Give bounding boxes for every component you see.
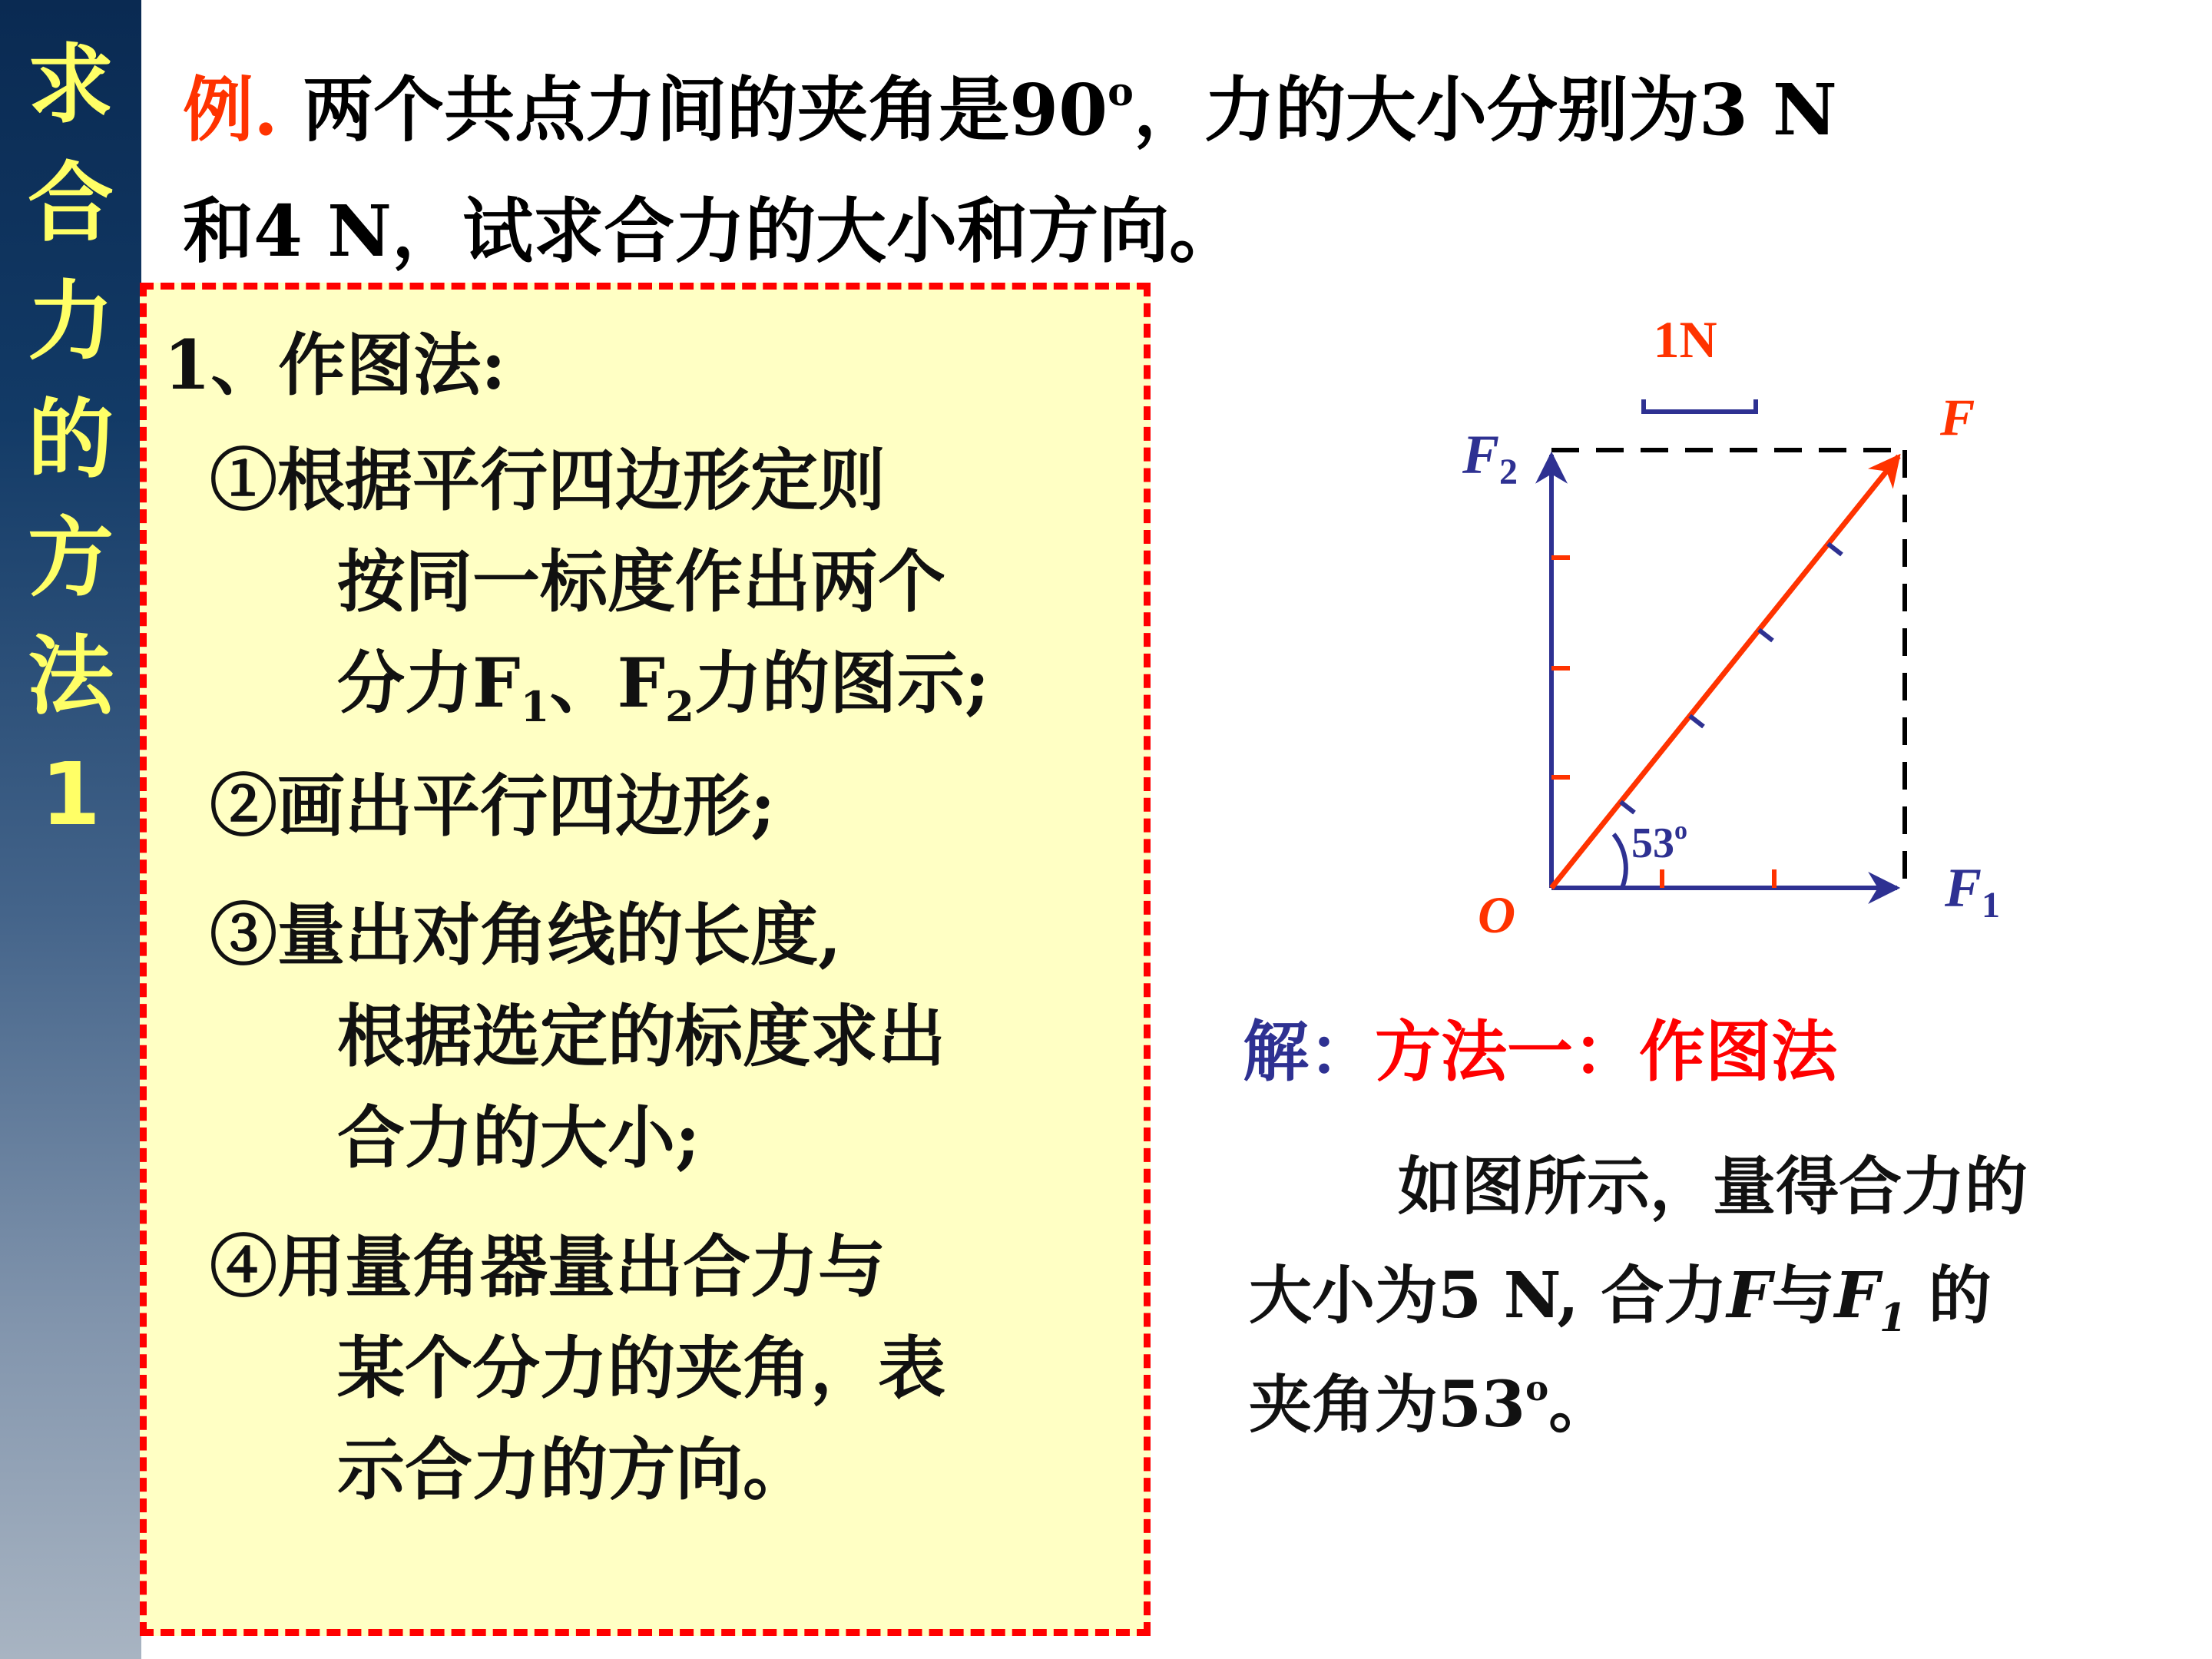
force-diagram [1421, 292, 2005, 968]
method-heading: 1、作图法: [164, 325, 506, 405]
solution-title [1243, 998, 1837, 1094]
step-2: ②画出平行四边形; [210, 766, 776, 846]
solution-line-3b: 。 [1548, 1368, 1612, 1442]
step-1-line-b: 按同一标度作出两个 [337, 541, 946, 621]
method-box [140, 283, 1151, 1636]
f-label: F [1940, 388, 1975, 446]
step-1-sub2: 2 [664, 682, 694, 732]
solution-line-1: 如图所示，量得合力的 [1398, 1150, 2028, 1224]
solution-line-2b: 与 [1771, 1259, 1835, 1333]
solution-F: F [1727, 1259, 1772, 1333]
step-1-sub1: 1 [520, 682, 550, 732]
step-3-line-b: 根据选定的标度求出 [337, 996, 946, 1076]
sidebar-title [0, 26, 141, 854]
step-4-line-a: ④用量角器量出合力与 [210, 1227, 886, 1306]
problem-text-2: ，力的大小分别为3 N [1133, 68, 1837, 151]
sidebar-title-char: 方 [28, 508, 114, 608]
step-3-line-a: ③量出对角线的长度, [210, 895, 842, 975]
solution-line-2c: 的 [1906, 1259, 1992, 1333]
step-1-line-a: ①根据平行四边形定则 [210, 440, 886, 520]
solution-degree-sup: o [1525, 1368, 1549, 1409]
step-1-c3: 力的图示; [694, 643, 990, 723]
f2-label: F2 [1462, 424, 1518, 492]
step-1-line-c [337, 644, 989, 745]
problem-text-1: 两个共点力间的夹角是90 [303, 68, 1108, 151]
sidebar-title-char: 1 [41, 745, 101, 845]
step-1-c2: 、F [549, 643, 665, 723]
resultant-vector [1551, 456, 1899, 888]
example-prefix: 例. [183, 68, 279, 151]
solution-line-2 [1249, 1246, 1992, 1340]
solution-prefix: 解： [1243, 1013, 1375, 1091]
solution-line-2a: 大小为5 N, 合力 [1249, 1259, 1727, 1333]
resultant-tick [1759, 630, 1773, 641]
sidebar-title-char: 的 [28, 390, 114, 490]
solution-line-3a: 夹角为53 [1249, 1368, 1526, 1442]
solution-F1: F [1834, 1259, 1879, 1333]
resultant-tick [1828, 544, 1842, 555]
angle-label: 53$^o$ [1631, 816, 1687, 867]
sidebar-title-char: 力 [28, 272, 114, 372]
sidebar-title-char: 求 [28, 35, 114, 135]
angle-arc [1614, 834, 1626, 888]
solution-method: 方法一：作图法 [1375, 1013, 1837, 1091]
step-1-c1: 分力F [337, 643, 521, 723]
step-3-line-c: 合力的大小; [337, 1098, 700, 1177]
sidebar [0, 0, 141, 1659]
step-4-line-c: 示合力的方向。 [337, 1429, 811, 1509]
resultant-tick [1690, 716, 1704, 727]
origin-label: O [1478, 886, 1516, 944]
problem-statement [183, 31, 2180, 292]
problem-line-1 [183, 31, 2180, 171]
degree-sup: o [1108, 68, 1134, 114]
resultant-tick [1621, 802, 1634, 813]
scale-bracket [1644, 399, 1756, 412]
sidebar-title-char: 法 [28, 627, 114, 727]
f1-label: F1 [1945, 857, 2001, 926]
problem-line-2: 和4 N，试求合力的大小和方向。 [183, 189, 1240, 273]
step-4-line-b: 某个分力的夹角，表 [337, 1328, 946, 1408]
solution-F1-sub: 1 [1879, 1293, 1907, 1340]
sidebar-title-char: 合 [28, 154, 114, 253]
solution-line-3 [1249, 1355, 1611, 1445]
scale-label: 1N [1653, 310, 1717, 369]
